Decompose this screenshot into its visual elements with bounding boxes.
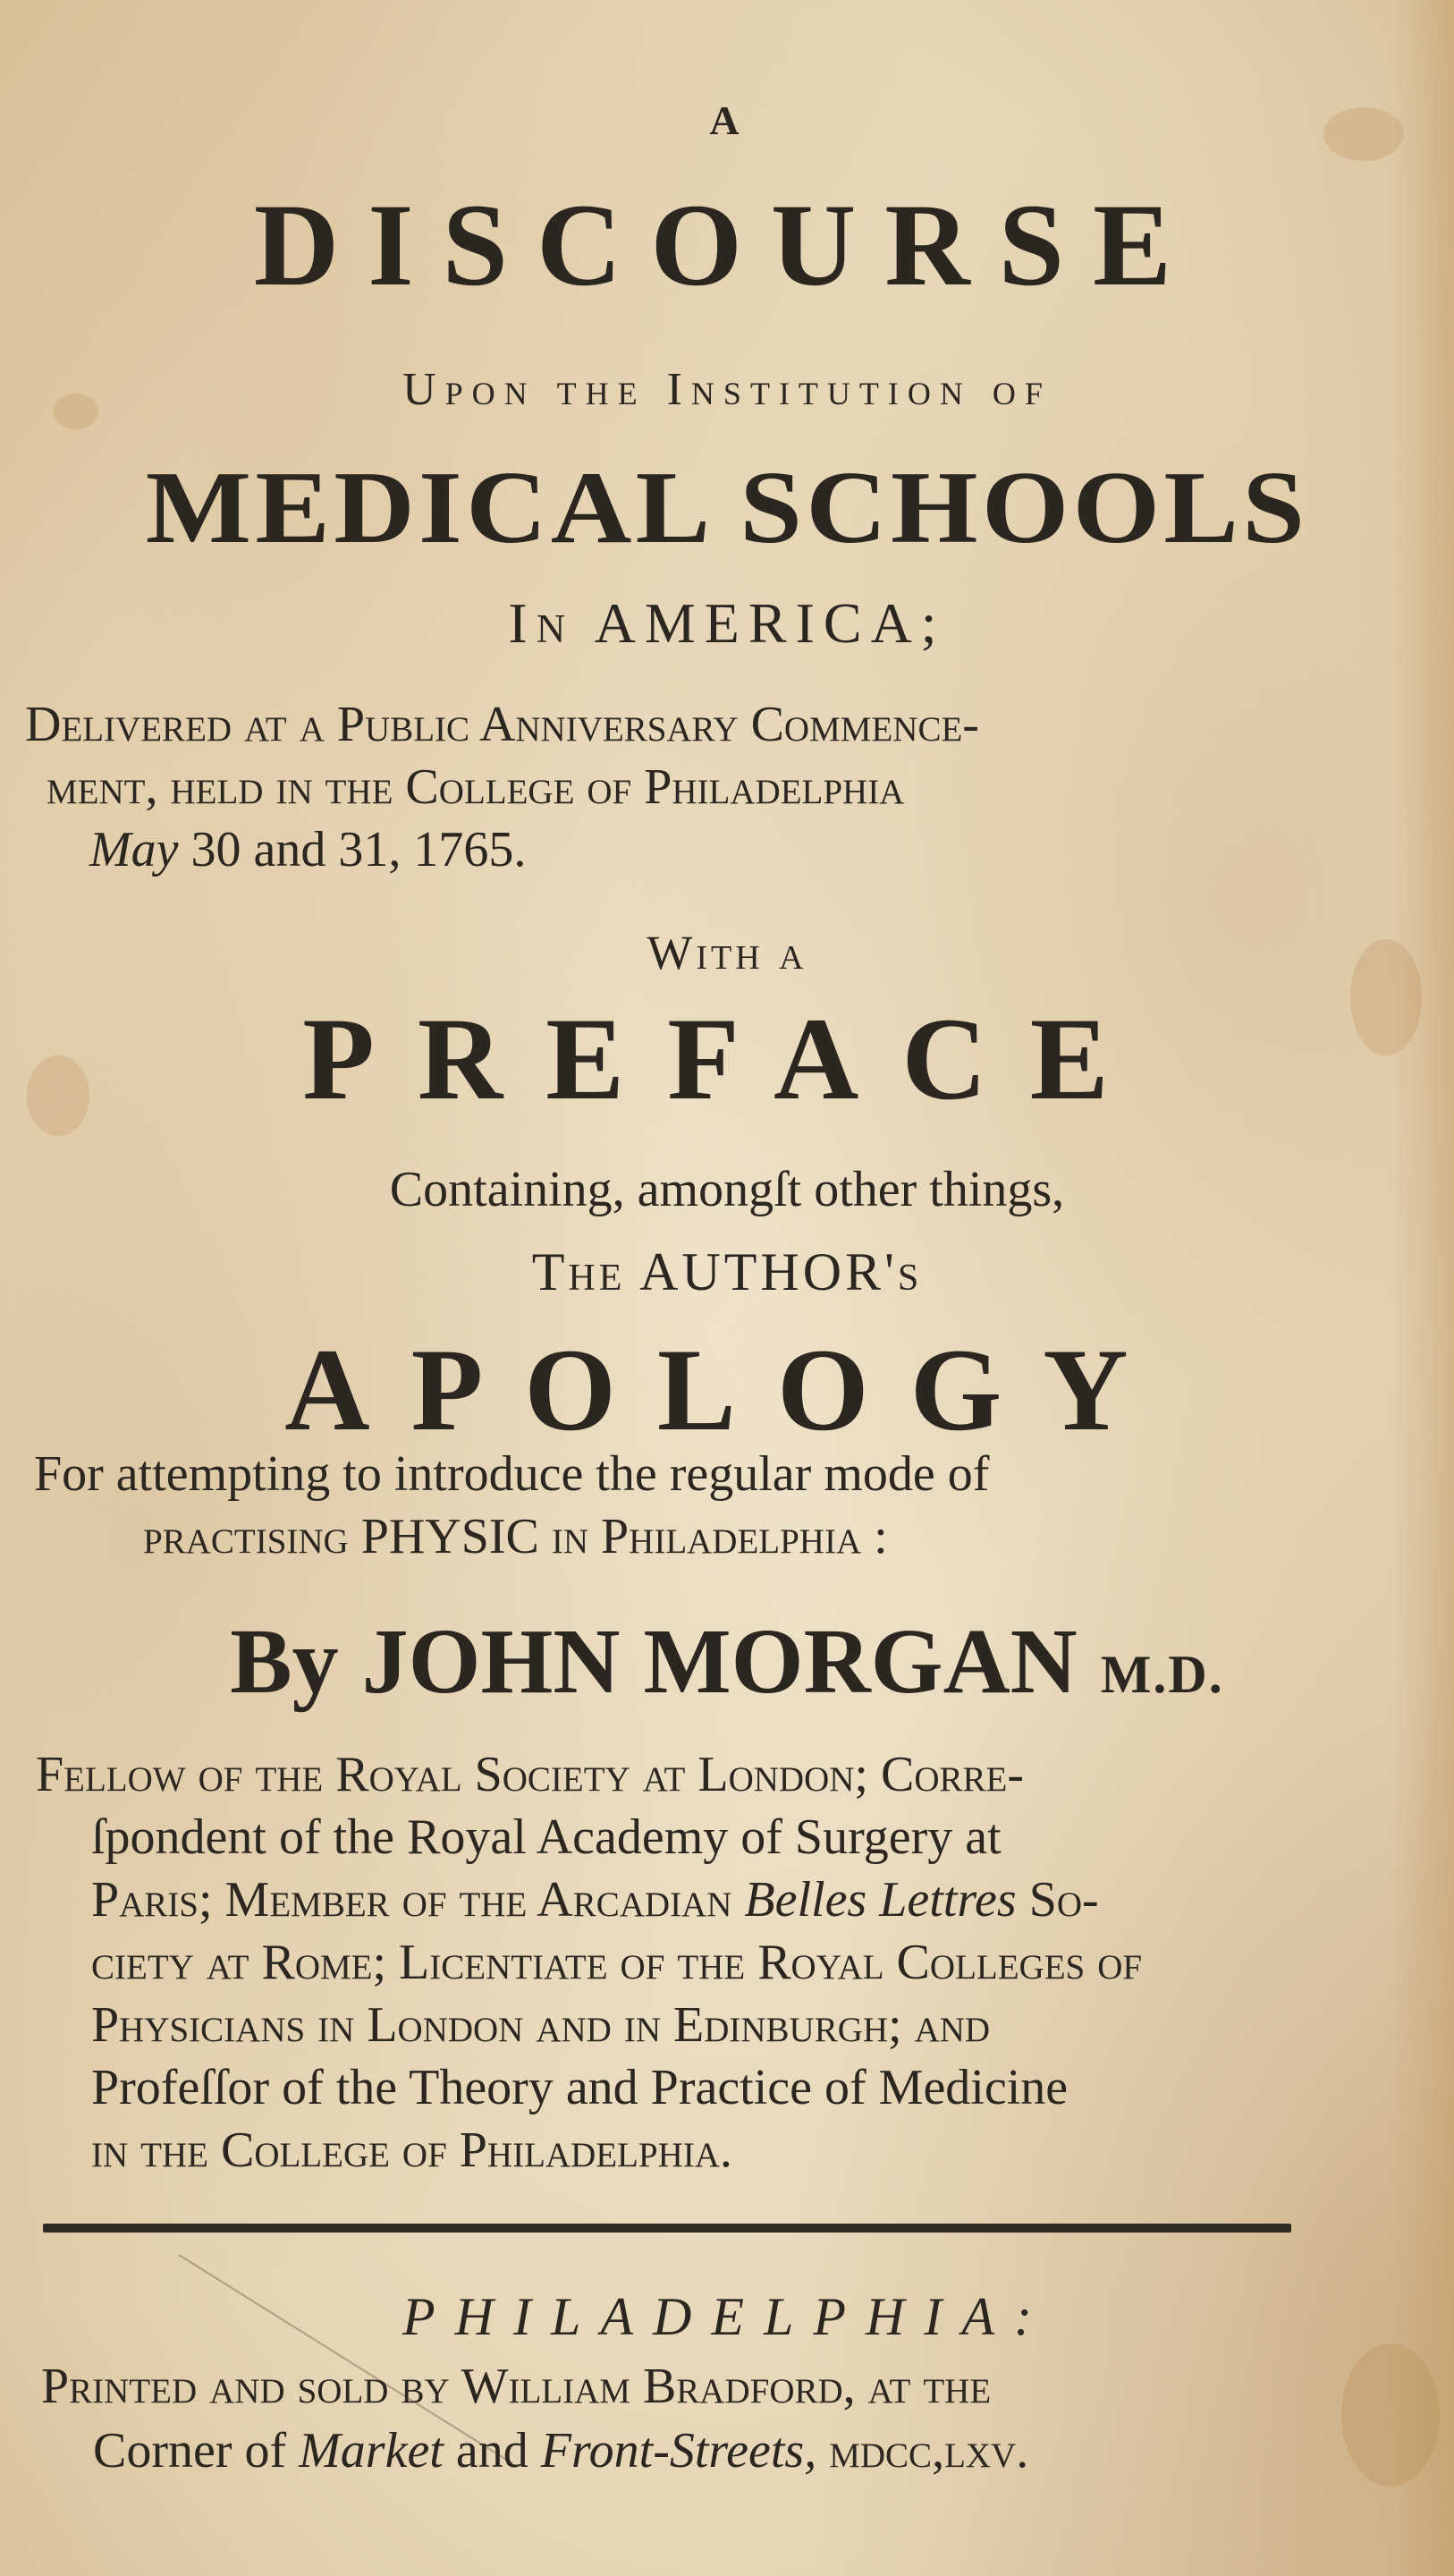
credentials-line-3 [91, 1872, 1289, 1928]
horizontal-rule [43, 2224, 1291, 2233]
imprint-corner: Corner of [93, 2423, 300, 2479]
author-name: By JOHN MORGAN [230, 1610, 1078, 1713]
authors-line: The AUTHOR's [531, 1242, 923, 1301]
imprint-city: PHILADELPHIA: [402, 2287, 1052, 2346]
credentials-line-7: in the College of Philadelphia. [91, 2123, 732, 2178]
credentials-line-3-end: So- [1016, 1872, 1099, 1928]
title-medical-schools: MEDICAL SCHOOLS [145, 451, 1309, 565]
title-america: In AMERICA; [508, 591, 946, 655]
imprint-front-streets: Front-Streets, [540, 2423, 817, 2479]
imprint-line-2 [93, 2423, 1291, 2479]
author-degree: M.D. [1100, 1645, 1224, 1704]
credentials-line-5: Phyſicians in London and in Edinburgh; and [91, 1997, 991, 2053]
with-a-line: With a [647, 926, 807, 979]
attempting-line-2: practiſing PHYSIC in Philadelphia : [143, 1509, 888, 1564]
credentials-line-3-start: Paris; Member of the Arcadian [91, 1872, 745, 1928]
attempting-line-1: For attempting to introduce the regular mode of [34, 1446, 990, 1502]
imprint-line-1: Printed and ſold by William Bradford, at the [41, 2359, 992, 2414]
title-discourse: DISCOURSE [253, 179, 1201, 310]
credentials-line-6: Profeſſor of the Theory and Practice of Medicine [91, 2060, 1069, 2115]
credentials-line-1: Fellow of the Royal Society at London; Corre- [36, 1747, 1024, 1802]
author-byline [0, 1610, 1454, 1713]
delivered-line-2: ment, held in the College of Philadelphia [46, 759, 905, 815]
belles-lettres: Belles Lettres [744, 1872, 1017, 1928]
date-month: May [89, 822, 179, 877]
title-preface: PREFACE [302, 993, 1152, 1124]
delivered-date [89, 822, 1162, 877]
foxing-spot [1341, 2343, 1440, 2487]
title-apology: APOLOGY [284, 1324, 1170, 1455]
imprint-year: mdcc,lxv. [816, 2423, 1029, 2479]
title-article: A [709, 97, 745, 143]
containing-line: Containing, amongſt other things, [389, 1162, 1065, 1217]
date-days-year: 30 and 31, 1765. [190, 822, 527, 877]
imprint-and: and [443, 2423, 541, 2479]
credentials-line-4: ciety at Rome; Licentiate of the Royal Colleges of [91, 1935, 1143, 1990]
imprint-market: Market [299, 2423, 444, 2479]
delivered-line-1: Delivered at a Public Anniversary Commence- [25, 697, 979, 752]
title-upon-line: Upon the Institution of [402, 364, 1052, 415]
credentials-line-2: ſpondent of the Royal Academy of Surgery at [91, 1809, 1002, 1865]
